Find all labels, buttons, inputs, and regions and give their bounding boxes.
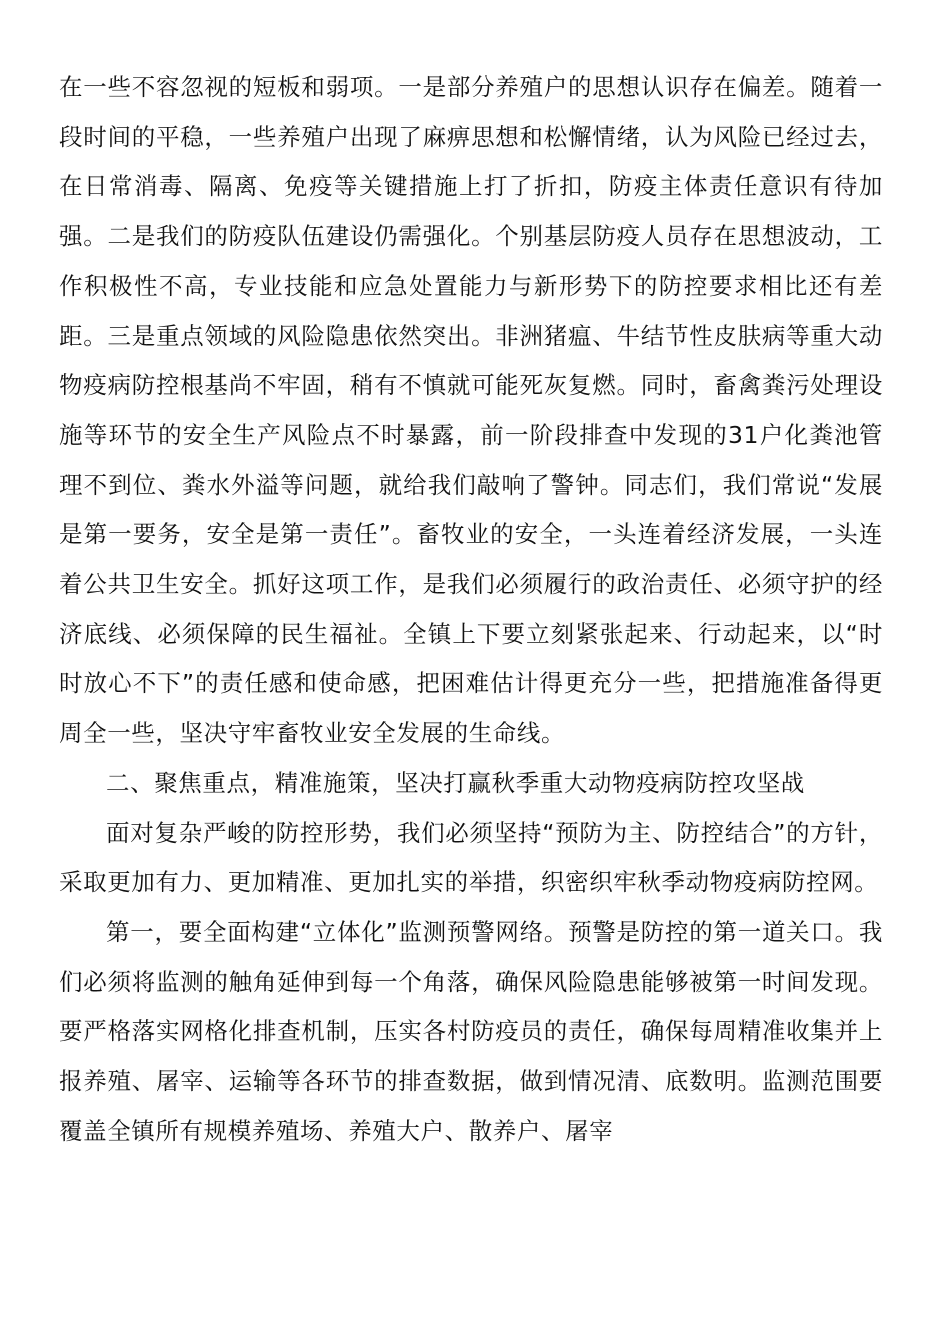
paragraph-policy: 面对复杂严峻的防控形势，我们必须坚持“预防为主、防控结合”的方针，采取更加有力、更加精准、更加扎实的举措，织密织牢秋季动物疫病防控网。 xyxy=(59,818,883,897)
section-heading-2: 二、聚焦重点，精准施策，坚决打赢秋季重大动物疫病防控攻坚战 xyxy=(106,768,805,797)
paragraph-continued: 在一些不容忽视的短板和弱项。一是部分养殖户的思想认识存在偏差。随着一段时间的平稳，一些养殖户出现了麻痹思想和松懈情绪，认为风险已经过去，在日常消毒、隔离、免疫等关键措施上打了折扣，防疫主体责任意识有待加强。二是我们的防疫队伍建设仍需强化。个别基层防疫人员存在思想波动，工作积极性不高，专业技能和应急处置能力与新形势下的防控要求相比还有差距。三是重点领域的风险隐患依然突出。非洲猪瘟、牛结节性皮肤病等重大动物疫病防控根基尚不牢固，稍有不慎就可能死灰复燃。同时，畜禽粪污处理设施等环节的安全生产风险点不时暴露，前一阶段排查中发现的31户化粪池管理不到位、粪水外溢等问题，就给我们敲响了警钟。同志们，我们常说“发展是第一要务，安全是第一责任”。畜牧业的安全，一头连着经济发展，一头连着公共卫生安全。抓好这项工作，是我们必须履行的政治责任、必须守护的经济底线、必须保障的民生福祉。全镇上下要立刻紧张起来、行动起来，以“时时放心不下”的责任感和使命感，把困难估计得更充分一些，把措施准备得更周全一些，坚决守牢畜牧业安全发展的生命线。 xyxy=(59,73,883,748)
paragraph-first-measure: 第一，要全面构建“立体化”监测预警网络。预警是防控的第一道关口。我们必须将监测的触角延伸到每一个角落，确保风险隐患能够被第一时间发现。要严格落实网格化排查机制，压实各村防疫员的责任，确保每周精准收集并上报养殖、屠宰、运输等各环节的排查数据，做到情况清、底数明。监测范围要覆盖全镇所有规模养殖场、养殖大户、散养户、屠宰 xyxy=(59,917,883,1145)
document-body xyxy=(59,63,883,1156)
